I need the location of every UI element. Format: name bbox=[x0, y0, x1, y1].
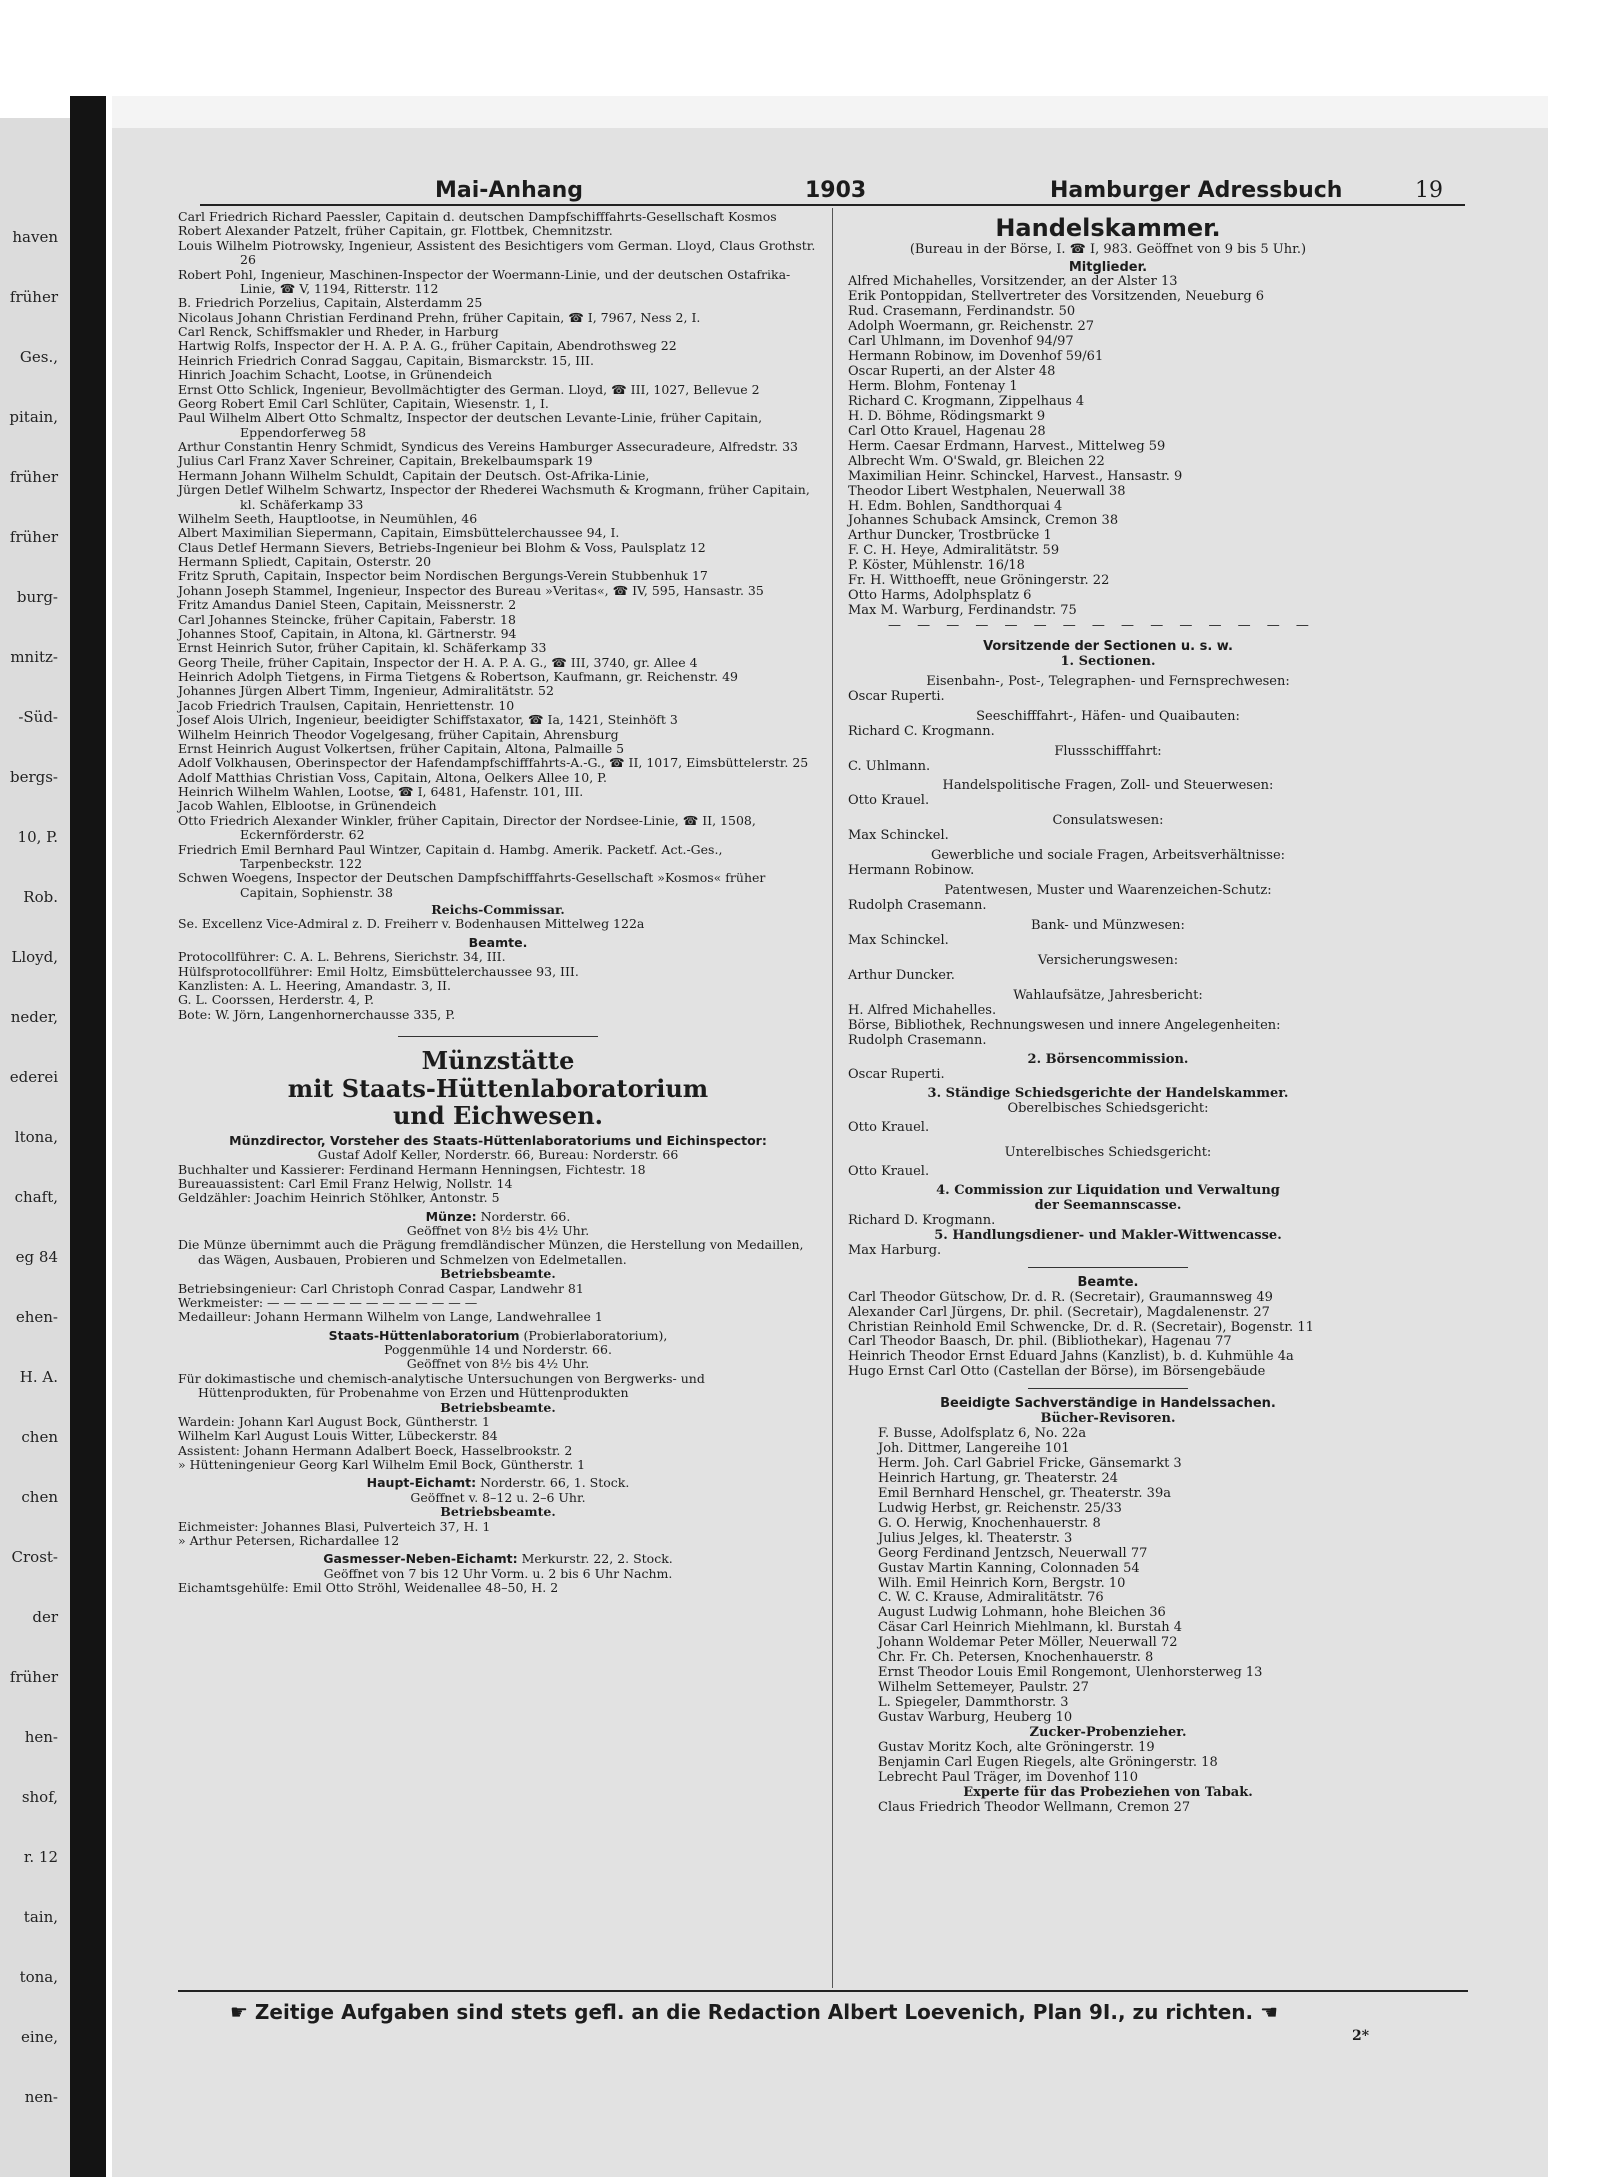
book-binding bbox=[70, 96, 106, 2177]
header-section-label: Mai-Anhang bbox=[435, 178, 584, 203]
member-entry: Richard C. Krogmann, Zippelhaus 4 bbox=[848, 393, 1085, 409]
handelskammer-bureau: (Bureau in der Börse, I. ☎ I, 983. Geöffnet von 9 bis 5 Uhr.) bbox=[909, 241, 1307, 257]
directory-entry: Adolf Matthias Christian Voss, Capitain, Altona, Oelkers Allee 10, P. bbox=[178, 769, 608, 785]
members-list bbox=[848, 275, 1368, 619]
directory-entry: Hermann Spliedt, Capitain, Osterstr. 20 bbox=[178, 554, 432, 569]
fragment-text: ltona, bbox=[14, 1128, 58, 1146]
gasmesser-hours: Geöffnet von 7 bis 12 Uhr Vorm. u. 2 bis 6 Uhr Nachm. bbox=[323, 1565, 673, 1581]
revisor-entry: Cäsar Carl Heinrich Miehlmann, kl. Burstah 4 bbox=[878, 1620, 1183, 1636]
schiedsgericht-heading: 3. Ständige Schiedsgerichte der Handelskammer. bbox=[927, 1086, 1289, 1102]
fragment-text: früher bbox=[9, 528, 58, 546]
zucker-entry: Lebrecht Paul Träger, im Dovenhof 110 bbox=[878, 1769, 1139, 1785]
muenz-title-1: Münzstätte bbox=[421, 1046, 575, 1075]
buecher-heading: Bücher-Revisoren. bbox=[1040, 1411, 1176, 1427]
section-name: Handelspolitische Fragen, Zoll- und Steuerwesen: bbox=[942, 778, 1274, 794]
directory-entry: Carl Johannes Steincke, früher Capitain, Faberstr. 18 bbox=[178, 611, 516, 627]
member-entry: Theodor Libert Westphalen, Neuerwall 38 bbox=[848, 483, 1126, 499]
beamte-list-left bbox=[178, 950, 818, 1022]
member-entry: Albrecht Wm. O'Swald, gr. Bleichen 22 bbox=[848, 453, 1105, 469]
betrieb-heading-2: Betriebsbeamte. bbox=[440, 1399, 556, 1415]
member-entry: Herm. Blohm, Fontenay 1 bbox=[848, 379, 1018, 395]
revisor-entry: Heinrich Hartung, gr. Theaterstr. 24 bbox=[878, 1470, 1119, 1486]
revisor-entry: G. O. Herwig, Knochenhauerstr. 8 bbox=[878, 1515, 1101, 1531]
section-name: Patentwesen, Muster und Waarenzeichen-Schutz: bbox=[944, 883, 1272, 899]
fragment-text: früher bbox=[9, 288, 58, 306]
commission-5-heading: 5. Handlungsdiener- und Makler-Wittwencasse. bbox=[934, 1227, 1282, 1243]
fragment-text: pitain, bbox=[9, 408, 58, 426]
directory-entry: Otto Friedrich Alexander Winkler, früher Capitain, Director der Nordsee-Linie, ☎ II, 1508, Eckernförderstr. 62 bbox=[178, 812, 756, 843]
fragment-text: chen bbox=[21, 1488, 58, 1506]
footer-rule bbox=[178, 1990, 1468, 1992]
fragment-text: Lloyd, bbox=[11, 948, 58, 966]
fragment-text: shof, bbox=[21, 1788, 58, 1806]
revisor-entry: Herm. Joh. Carl Gabriel Fricke, Gänsemarkt 3 bbox=[878, 1456, 1182, 1472]
boersencomm-person: Oscar Ruperti. bbox=[848, 1067, 945, 1083]
fragment-text: der bbox=[32, 1608, 58, 1626]
fragment-text: ehen- bbox=[15, 1308, 58, 1326]
section-chair: C. Uhlmann. bbox=[848, 758, 931, 774]
member-entry: Fr. H. Witthoefft, neue Gröningerstr. 22 bbox=[848, 573, 1110, 589]
gasmesser-label: Gasmesser-Neben-Eichamt: bbox=[323, 1551, 518, 1567]
revisor-entry: Joh. Dittmer, Langereihe 101 bbox=[878, 1441, 1070, 1457]
directory-entry: Jürgen Detlef Wilhelm Schwartz, Inspector der Rhederei Wachsmuth & Krogmann, früher Capitain, kl. Schäferkamp 33 bbox=[178, 482, 810, 512]
section-chair: Max Schinckel. bbox=[848, 828, 949, 844]
gasmesser-staff: Eichamtsgehülfe: Emil Otto Ströhl, Weidenallee 48–50, H. 2 bbox=[178, 1580, 559, 1596]
member-entry: Maximilian Heinr. Schinckel, Harvest., Hansastr. 9 bbox=[848, 468, 1183, 484]
muenz-director-heading: Münzdirector, Vorsteher des Staats-Hüttenlaboratoriums und Eichinspector: bbox=[229, 1132, 767, 1148]
header-title: Hamburger Adressbuch bbox=[1050, 178, 1343, 203]
fragment-text: eine, bbox=[21, 2028, 58, 2046]
directory-entry: Johannes Stoof, Capitain, in Altona, kl. Gärtnerstr. 94 bbox=[178, 625, 517, 641]
directory-entry: Hermann Johann Wilhelm Schuldt, Capitain der Deutsch. Ost-Afrika-Linie, bbox=[178, 467, 650, 483]
staats-lab-address: Poggenmühle 14 und Norderstr. 66. bbox=[384, 1342, 612, 1358]
beamte-entry: Hugo Ernst Carl Otto (Castellan der Börse), im Börsengebäude bbox=[848, 1364, 1266, 1380]
section-chair: Oscar Ruperti. bbox=[848, 688, 945, 704]
betrieb-entry: Wilhelm Karl August Louis Witter, Lübeckerstr. 84 bbox=[178, 1428, 498, 1444]
dash-separator: — — — — — — — — — — — — — — — bbox=[888, 618, 1315, 634]
revisor-entry: Johann Woldemar Peter Möller, Neuerwall 72 bbox=[878, 1635, 1178, 1651]
mitglieder-heading: Mitglieder. bbox=[1068, 259, 1148, 275]
directory-entry: Ernst Heinrich Sutor, früher Capitain, kl. Schäferkamp 33 bbox=[178, 640, 547, 656]
beamte-entry: Hülfsprotocollführer: Emil Holtz, Eimsbüttelerchaussee 93, III. bbox=[178, 963, 579, 979]
member-entry: Herm. Caesar Erdmann, Harvest., Mittelweg 59 bbox=[848, 438, 1166, 454]
header-year: 1903 bbox=[805, 178, 867, 203]
directory-entry: Robert Pohl, Ingenieur, Maschinen-Inspector der Woermann-Linie, und der deutschen Ostafrika-Linie, ☎ V, 1194, Ritterstr. 112 bbox=[178, 266, 791, 296]
section-name: Eisenbahn-, Post-, Telegraphen- und Fernsprechwesen: bbox=[926, 673, 1290, 689]
betrieb-entry: » Hütteningenieur Georg Karl Wilhelm Emil Bock, Güntherstr. 1 bbox=[178, 1457, 586, 1473]
revisor-entry: Chr. Fr. Ch. Petersen, Knochenhauerstr. 8 bbox=[878, 1650, 1154, 1666]
directory-entry: Carl Renck, Schiffsmakler und Rheder, in Harburg bbox=[178, 324, 499, 339]
directory-entry: Julius Carl Franz Xaver Schreiner, Capitain, Brekelbaumspark 19 bbox=[178, 453, 593, 469]
member-entry: Otto Harms, Adolphsplatz 6 bbox=[848, 588, 1032, 604]
directory-entry: Hinrich Joachim Schacht, Lootse, in Grünendeich bbox=[178, 367, 493, 383]
directory-entry: Paul Wilhelm Albert Otto Schmaltz, Inspector der deutschen Levante-Linie, früher Capitain, Eppendorferweg 58 bbox=[178, 410, 763, 440]
page-signature: 2* bbox=[1352, 2028, 1370, 2044]
directory-entry: Fritz Amandus Daniel Steen, Capitain, Meissnerstr. 2 bbox=[178, 597, 517, 613]
reichs-entry: Se. Excellenz Vice-Admiral z. D. Freiherr v. Bodenhausen Mittelweg 122a bbox=[178, 916, 645, 932]
fragment-text: -Süd- bbox=[18, 708, 58, 726]
directory-entry: Nicolaus Johann Christian Ferdinand Prehn, früher Capitain, ☎ I, 7967, Ness 2, I. bbox=[178, 309, 701, 325]
staats-lab-hours: Geöffnet von 8½ bis 4½ Uhr. bbox=[406, 1356, 590, 1372]
muenze-hours: Geöffnet von 8½ bis 4½ Uhr. bbox=[406, 1223, 590, 1239]
section-chair: Richard C. Krogmann. bbox=[848, 723, 995, 739]
beamte-entry: Heinrich Theodor Ernst Eduard Jahns (Kanzlist), b. d. Kuhmühle 4a bbox=[848, 1349, 1294, 1365]
revisor-entry: F. Busse, Adolfsplatz 6, No. 22a bbox=[878, 1426, 1087, 1442]
muenze-description: Die Münze übernimmt auch die Prägung fremdländischer Münzen, die Herstellung von Medaillen, das Wägen, Ausbauen, Probieren und Schmelzen von Edelmetallen. bbox=[178, 1237, 804, 1267]
betrieb-entry: Eichmeister: Johannes Blasi, Pulverteich 37, H. 1 bbox=[178, 1518, 491, 1534]
directory-entry: Claus Detlef Hermann Sievers, Betriebs-Ingenieur bei Blohm & Voss, Paulsplatz 12 bbox=[178, 539, 706, 555]
directory-entry: Wilhelm Seeth, Hauptlootse, in Neumühlen, 46 bbox=[178, 510, 478, 526]
beamte-entry: Alexander Carl Jürgens, Dr. phil. (Secretair), Magdalenenstr. 27 bbox=[848, 1304, 1270, 1320]
zucker-entry: Benjamin Carl Eugen Riegels, alte Gröningerstr. 18 bbox=[878, 1754, 1218, 1770]
fragment-text: 10, P. bbox=[17, 828, 58, 846]
footer-text: Zeitige Aufgaben sind stets gefl. an die Redaction Albert Loevenich, Plan 9I., zu richten. bbox=[254, 2000, 1254, 2024]
staff-entry: Buchhalter und Kassierer: Ferdinand Hermann Henningsen, Fichtestr. 18 bbox=[178, 1161, 646, 1177]
beeidigte-heading: Beeidigte Sachverständige in Handelssachen. bbox=[940, 1396, 1276, 1412]
commission-4-subheading: der Seemannscasse. bbox=[1034, 1197, 1182, 1213]
member-entry: H. Edm. Bohlen, Sandthorquai 4 bbox=[848, 498, 1063, 514]
member-entry: Adolph Woermann, gr. Reichenstr. 27 bbox=[848, 319, 1095, 335]
directory-list-shipping bbox=[178, 210, 818, 900]
directory-entry: Heinrich Wilhelm Wahlen, Lootse, ☎ I, 6481, Hafenstr. 101, III. bbox=[178, 784, 584, 799]
directory-entry: Schwen Woegens, Inspector der Deutschen Dampfschifffahrts-Gesellschaft »Kosmos« früher Capitain, Sophienstr. 38 bbox=[178, 870, 766, 900]
betrieb-entry: Werkmeister: — — — — — — — — — — — — — bbox=[178, 1294, 478, 1310]
betrieb-heading-1: Betriebsbeamte. bbox=[440, 1266, 556, 1282]
staff-entry: Geldzähler: Joachim Heinrich Stöhlker, Antonstr. 5 bbox=[178, 1190, 500, 1206]
member-entry: Carl Otto Krauel, Hagenau 28 bbox=[848, 423, 1046, 439]
directory-entry: Jacob Wahlen, Elblootse, in Grünendeich bbox=[178, 798, 437, 814]
revisoren-list bbox=[848, 1427, 1368, 1726]
directory-entry: Adolf Volkhausen, Oberinspector der Hafendampfschifffahrts-A.-G., ☎ II, 1017, Eimsbüttelerstr. 25 bbox=[178, 755, 809, 771]
directory-entry: Arthur Constantin Henry Schmidt, Syndicus des Vereins Hamburger Assecuradeure, Alfredstr. 33 bbox=[178, 439, 798, 454]
muenz-title-2: mit Staats-Hüttenlaboratorium bbox=[287, 1073, 709, 1103]
directory-entry: Ernst Otto Schlick, Ingenieur, Bevollmächtigter des German. Lloyd, ☎ III, 1027, Bellevue 2 bbox=[178, 381, 760, 397]
staats-lab-note: (Probierlaboratorium), bbox=[519, 1327, 668, 1343]
directory-entry: Hartwig Rolfs, Inspector der H. A. P. A. G., früher Capitain, Abendrothsweg 22 bbox=[178, 338, 677, 354]
haupt-eichamt-hours: Geöffnet v. 8–12 u. 2–6 Uhr. bbox=[410, 1489, 586, 1505]
experte-heading: Experte für das Probeziehen von Tabak. bbox=[963, 1784, 1253, 1800]
directory-entry: Carl Friedrich Richard Paessler, Capitain d. deutschen Dampfschifffahrts-Gesellschaft Kosmos bbox=[178, 209, 777, 224]
section-name: Seeschifffahrt-, Häfen- und Quaibauten: bbox=[976, 708, 1240, 724]
betrieb-list-1 bbox=[178, 1282, 818, 1325]
revisor-entry: L. Spiegeler, Dammthorstr. 3 bbox=[878, 1695, 1069, 1711]
muenze-label: Münze: bbox=[425, 1208, 477, 1224]
member-entry: Max M. Warburg, Ferdinandstr. 75 bbox=[848, 603, 1077, 619]
section-rule-right-2 bbox=[1028, 1388, 1188, 1389]
fragment-text: Ges., bbox=[19, 348, 58, 366]
directory-entry: Georg Theile, früher Capitain, Inspector der H. A. P. A. G., ☎ III, 3740, gr. Allee 4 bbox=[178, 654, 698, 670]
oberelb-label: Oberelbisches Schiedsgericht: bbox=[1007, 1101, 1209, 1117]
commission-5-person: Max Harburg. bbox=[848, 1242, 942, 1258]
directory-entry: Robert Alexander Patzelt, früher Capitain, gr. Flottbek, Chemnitzstr. bbox=[178, 223, 613, 239]
directory-entry: Albert Maximilian Siepermann, Capitain, Eimsbüttelerchaussee 94, I. bbox=[178, 525, 620, 541]
member-entry: Carl Uhlmann, im Dovenhof 94/97 bbox=[848, 334, 1074, 350]
betrieb-entry: Assistent: Johann Hermann Adalbert Boeck, Hasselbrookstr. 2 bbox=[178, 1442, 573, 1458]
staff-entry: Bureauassistent: Carl Emil Franz Helwig, Nollstr. 14 bbox=[178, 1175, 513, 1191]
section-chair: Hermann Robinow. bbox=[848, 863, 975, 879]
betrieb-heading-3: Betriebsbeamte. bbox=[440, 1504, 556, 1520]
pointing-hand-icon-right: ☚ bbox=[1253, 2000, 1279, 2024]
revisor-entry: Georg Ferdinand Jentzsch, Neuerwall 77 bbox=[878, 1545, 1148, 1561]
directory-entry: Friedrich Emil Bernhard Paul Wintzer, Capitain d. Hambg. Amerik. Packetf. Act.-Ges., Tarpenbeckstr. 122 bbox=[178, 841, 723, 871]
fragment-text: ederei bbox=[9, 1068, 58, 1086]
fragment-text: tona, bbox=[19, 1968, 58, 1986]
betrieb-list-3 bbox=[178, 1520, 818, 1549]
beamte-entry: Carl Theodor Baasch, Dr. phil. (Bibliothekar), Hagenau 77 bbox=[848, 1334, 1232, 1350]
directory-entry: Josef Alois Ulrich, Ingenieur, beeidigter Schiffstaxator, ☎ Ia, 1421, Steinhöft 3 bbox=[178, 712, 678, 728]
staats-lab-label: Staats-Hüttenlaboratorium bbox=[328, 1327, 520, 1343]
section-name: Wahlaufsätze, Jahresbericht: bbox=[1013, 987, 1203, 1003]
page-number: 19 bbox=[1415, 178, 1443, 203]
fragment-text: burg- bbox=[16, 588, 58, 606]
haupt-eichamt-label: Haupt-Eichamt: bbox=[366, 1475, 477, 1491]
directory-entry: Jacob Friedrich Traulsen, Capitain, Henriettenstr. 10 bbox=[178, 697, 515, 713]
muenz-title-3: und Eichwesen. bbox=[392, 1101, 604, 1131]
revisor-entry: Gustav Warburg, Heuberg 10 bbox=[878, 1709, 1073, 1725]
directory-entry: Heinrich Friedrich Conrad Saggau, Capitain, Bismarckstr. 15, III. bbox=[178, 352, 594, 368]
section-name: Flussschifffahrt: bbox=[1054, 743, 1162, 759]
member-entry: P. Köster, Mühlenstr. 16/18 bbox=[848, 558, 1025, 574]
revisor-entry: Julius Jelges, kl. Theaterstr. 3 bbox=[878, 1530, 1073, 1546]
fragment-text: Crost- bbox=[11, 1548, 58, 1566]
staats-lab-description: Für dokimastische und chemisch-analytische Untersuchungen von Bergwerks- und Hüttenprodukten, für Probenahme von Erzen und Hüttenprodukten bbox=[178, 1370, 705, 1401]
member-entry: Oscar Ruperti, an der Alster 48 bbox=[848, 364, 1056, 380]
betrieb-entry: Wardein: Johann Karl August Bock, Güntherstr. 1 bbox=[178, 1413, 490, 1429]
sections-list bbox=[848, 675, 1368, 1019]
fragment-text: chaft, bbox=[14, 1188, 58, 1206]
member-entry: Arthur Duncker, Trostbrücke 1 bbox=[848, 528, 1052, 544]
directory-entry: Fritz Spruth, Capitain, Inspector beim Nordischen Bergungs-Verein Stubbenhuk 17 bbox=[178, 568, 708, 584]
directory-entry: Georg Robert Emil Carl Schlüter, Capitain, Wiesenstr. 1, I. bbox=[178, 395, 549, 411]
boersencomm-heading: 2. Börsencommission. bbox=[1027, 1052, 1189, 1068]
revisor-entry: Ernst Theodor Louis Emil Rongemont, Ulenhorsterweg 13 bbox=[878, 1665, 1263, 1681]
gasmesser-address: Merkurstr. 22, 2. Stock. bbox=[517, 1551, 673, 1567]
muenze-address: Norderstr. 66. bbox=[476, 1208, 571, 1224]
member-entry: H. D. Böhme, Rödingsmarkt 9 bbox=[848, 408, 1046, 424]
section-chair: Otto Krauel. bbox=[848, 793, 930, 809]
beamte-heading-right: Beamte. bbox=[1077, 1274, 1139, 1290]
fragment-text: haven bbox=[12, 228, 58, 246]
member-entry: F. C. H. Heye, Admiralitätstr. 59 bbox=[848, 543, 1060, 559]
betrieb-entry: Betriebsingenieur: Carl Christoph Conrad Caspar, Landwehr 81 bbox=[178, 1280, 584, 1296]
directory-entry: B. Friedrich Porzelius, Capitain, Alsterdamm 25 bbox=[178, 295, 483, 311]
zucker-entry: Gustav Moritz Koch, alte Gröningerstr. 19 bbox=[878, 1739, 1155, 1755]
zucker-heading: Zucker-Probenzieher. bbox=[1029, 1724, 1187, 1740]
section-chair: Rudolph Crasemann. bbox=[848, 898, 987, 914]
member-entry: Johannes Schuback Amsinck, Cremon 38 bbox=[848, 513, 1119, 529]
directory-entry: Johann Joseph Stammel, Ingenieur, Inspector des Bureau »Veritas«, ☎ IV, 595, Hansastr. 35 bbox=[178, 582, 764, 598]
beamte-entry: Bote: W. Jörn, Langenhornerchausse 335, P. bbox=[178, 1006, 456, 1022]
fragment-text: eg 84 bbox=[15, 1248, 58, 1266]
section-rule-right bbox=[1028, 1267, 1188, 1268]
fragment-text: r. 12 bbox=[23, 1848, 58, 1866]
member-entry: Hermann Robinow, im Dovenhof 59/61 bbox=[848, 349, 1104, 365]
vorsitzende-heading: Vorsitzende der Sectionen u. s. w. bbox=[983, 638, 1233, 654]
directory-entry: Johannes Jürgen Albert Timm, Ingenieur, Admiralitätstr. 52 bbox=[178, 683, 554, 699]
revisor-entry: C. W. C. Krause, Admiralitätstr. 76 bbox=[878, 1590, 1104, 1606]
muenz-director-name: Gustaf Adolf Keller, Norderstr. 66, Bureau: Norderstr. 66 bbox=[317, 1147, 679, 1163]
beamte-entry: Christian Reinhold Emil Schwencke, Dr. d. R. (Secretair), Bogenstr. 11 bbox=[848, 1319, 1314, 1335]
betrieb-entry: Medailleur: Johann Hermann Wilhelm von Lange, Landwehrallee 1 bbox=[178, 1309, 603, 1325]
unterelb-person: Otto Krauel. bbox=[848, 1164, 930, 1180]
betrieb-entry: » Arthur Petersen, Richardallee 12 bbox=[178, 1532, 400, 1548]
sectionen-heading: 1. Sectionen. bbox=[1060, 653, 1156, 669]
commission-4-heading: 4. Commission zur Liquidation und Verwaltung bbox=[936, 1183, 1280, 1199]
section-name: Consulatswesen: bbox=[1052, 813, 1164, 829]
left-column bbox=[178, 210, 818, 1595]
member-entry: Erik Pontoppidan, Stellvertreter des Vorsitzenden, Neueburg 6 bbox=[848, 289, 1265, 305]
betrieb-list-2 bbox=[178, 1415, 818, 1473]
section-name: Gewerbliche und sociale Fragen, Arbeitsverhältnisse: bbox=[930, 848, 1286, 864]
revisor-entry: August Ludwig Lohmann, hohe Bleichen 36 bbox=[878, 1605, 1166, 1621]
beamte-entry: G. L. Coorssen, Herderstr. 4, P. bbox=[178, 992, 374, 1008]
directory-entry: Wilhelm Heinrich Theodor Vogelgesang, früher Capitain, Ahrensburg bbox=[178, 726, 619, 742]
section-rule bbox=[398, 1036, 598, 1037]
section-chair: Arthur Duncker. bbox=[848, 967, 955, 983]
boerse-person: Rudolph Crasemann. bbox=[848, 1032, 987, 1048]
revisor-entry: Wilh. Emil Heinrich Korn, Bergstr. 10 bbox=[878, 1575, 1126, 1591]
muenz-staff-list bbox=[178, 1163, 818, 1206]
page-top-margin bbox=[112, 96, 1548, 128]
pointing-hand-icon: ☛ bbox=[230, 2000, 255, 2024]
fragment-text: tain, bbox=[23, 1908, 58, 1926]
fragment-text: chen bbox=[21, 1428, 58, 1446]
revisor-entry: Emil Bernhard Henschel, gr. Theaterstr. 39a bbox=[878, 1485, 1171, 1501]
oberelb-person: Otto Krauel. bbox=[848, 1120, 930, 1136]
haupt-eichamt-address: Norderstr. 66, 1. Stock. bbox=[476, 1475, 630, 1491]
fragment-text: nen- bbox=[24, 2088, 58, 2106]
beamte-entry: Carl Theodor Gütschow, Dr. d. R. (Secretair), Graumannsweg 49 bbox=[848, 1289, 1273, 1305]
commission-4-person: Richard D. Krogmann. bbox=[848, 1212, 996, 1228]
fragment-text: mnitz- bbox=[10, 648, 58, 666]
right-column bbox=[848, 215, 1368, 1816]
directory-entry: Ernst Heinrich August Volkertsen, früher Capitain, Altona, Palmaille 5 bbox=[178, 740, 625, 756]
fragment-text: hen- bbox=[24, 1728, 58, 1746]
revisor-entry: Gustav Martin Kanning, Colonnaden 54 bbox=[878, 1560, 1140, 1576]
section-name: Bank- und Münzwesen: bbox=[1031, 917, 1185, 933]
boerse-line: Börse, Bibliothek, Rechnungswesen und innere Angelegenheiten: bbox=[848, 1017, 1281, 1033]
revisor-entry: Wilhelm Settemeyer, Paulstr. 27 bbox=[878, 1680, 1089, 1696]
fragment-text: Rob. bbox=[23, 888, 58, 906]
zucker-list bbox=[848, 1741, 1368, 1786]
fragment-text: früher bbox=[9, 1668, 58, 1686]
footer-notice bbox=[230, 2000, 1278, 2024]
directory-entry: Louis Wilhelm Piotrowsky, Ingenieur, Assistent des Besichtigers vom German. Lloyd, Claus Grothstr. 26 bbox=[178, 237, 816, 268]
beamte-entry: Kanzlisten: A. L. Heering, Amandastr. 3, II. bbox=[178, 977, 451, 993]
section-chair: Max Schinckel. bbox=[848, 932, 949, 948]
header-rule bbox=[200, 204, 1465, 206]
beamte-heading-left: Beamte. bbox=[468, 934, 528, 950]
experte-entry: Claus Friedrich Theodor Wellmann, Cremon 27 bbox=[878, 1799, 1191, 1815]
section-chair: H. Alfred Michahelles. bbox=[848, 1002, 997, 1018]
reichs-heading: Reichs-Commissar. bbox=[431, 902, 565, 917]
member-entry: Alfred Michahelles, Vorsitzender, an der Alster 13 bbox=[848, 274, 1178, 290]
fragment-text: bergs- bbox=[9, 768, 58, 786]
beamte-list-right bbox=[848, 1291, 1368, 1381]
section-name: Versicherungswesen: bbox=[1037, 952, 1179, 968]
fragment-text: neder, bbox=[10, 1008, 58, 1026]
handelskammer-title: Handelskammer. bbox=[995, 214, 1221, 242]
fragment-text: früher bbox=[9, 468, 58, 486]
unterelb-label: Unterelbisches Schiedsgericht: bbox=[1004, 1145, 1212, 1161]
directory-entry: Heinrich Adolph Tietgens, in Firma Tietgens & Robertson, Kaufmann, gr. Reichenstr. 49 bbox=[178, 669, 738, 684]
fragment-text: H. A. bbox=[19, 1368, 58, 1386]
column-divider bbox=[832, 208, 833, 1988]
member-entry: Rud. Crasemann, Ferdinandstr. 50 bbox=[848, 304, 1076, 320]
beamte-entry: Protocollführer: C. A. L. Behrens, Sierichstr. 34, III. bbox=[178, 949, 506, 965]
revisor-entry: Ludwig Herbst, gr. Reichenstr. 25/33 bbox=[878, 1500, 1122, 1516]
